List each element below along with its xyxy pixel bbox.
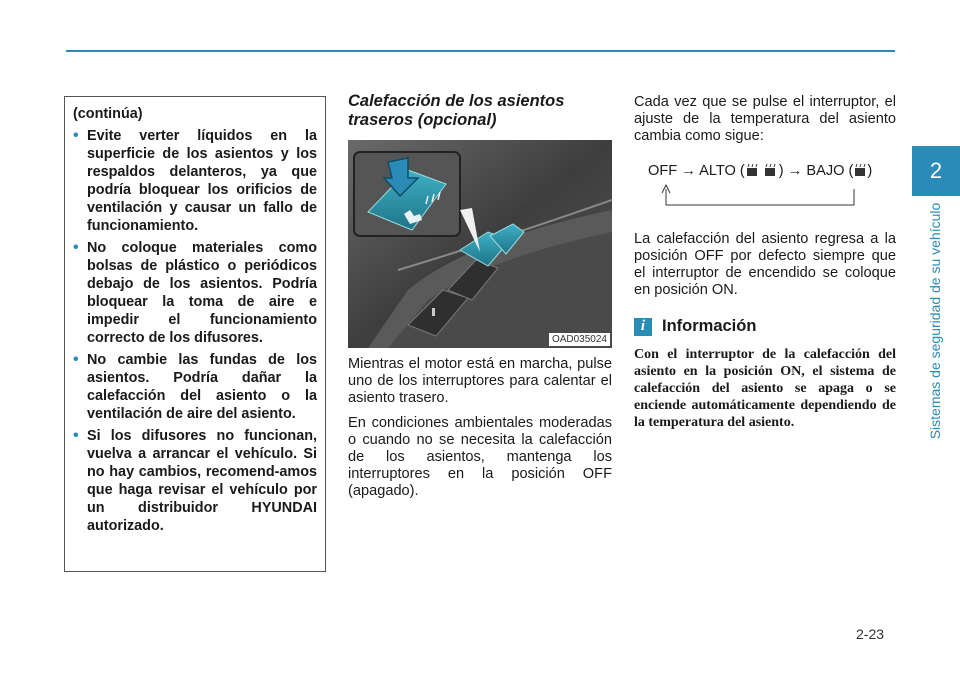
warning-item: • Evite verter líquidos en la superficie de los asientos y los respaldos delanteros, ya que podría bloquear los orificios de ventilación y causar un fallo de funcionamiento. [73,127,317,235]
header-rule [66,50,895,52]
heat-low-icon [853,164,867,178]
heat-high-icon [745,164,779,178]
chapter-title: Sistemas de seguridad de su vehículo [927,202,943,440]
chapter-number: 2 [929,158,943,183]
warning-continued: (continúa) [73,106,143,122]
info-header [634,317,896,336]
arrow: → [787,163,803,179]
switch-illustration [348,140,612,348]
seat-heater-switch-photo [348,140,612,348]
state-off: OFF [648,163,678,179]
intro-paragraph: Cada vez que se pulse el interruptor, el ajuste de la temperatura del asiento cambia como sigue: [634,94,896,144]
section-column [348,92,612,500]
heat-sequence [634,153,896,223]
section-title: Calefacción de los asientos traseros (opcional) [348,92,565,129]
paragraph: En condiciones ambientales moderadas o cuando no se necesita la calefacción de los asientos, mantenga los interruptores en la posición OFF (apagado). [348,415,612,499]
cycle-arrow [658,183,858,209]
arrow: → [681,163,696,179]
reset-paragraph: La calefacción del asiento regresa a la posición OFF por defecto siempre que el interruptor de encendido se coloque en posición ON. [634,231,896,298]
page-number: 2-23 [856,626,885,642]
paragraph: Mientras el motor está en marcha, pulse uno de los interruptores para calentar el asiento trasero. [348,356,612,406]
image-code: OAD035024 [549,333,610,346]
warning-item: • No coloque materiales como bolsas de plástico o periódicos debajo de los asientos. Podría bloquear la toma de aire e impedir el funcionamiento correcto de los difusores. [73,239,317,347]
warning-list [73,127,317,535]
right-column [634,92,896,431]
sequence-line: OFF → ALTO ( ) → BAJO ( ) [648,163,873,179]
info-title: Información [662,317,757,335]
state-bajo: BAJO [806,163,845,179]
warning-item: • No cambie las fundas de los asientos. Podría dañar la calefacción del asiento o la ventilación de aire del asiento. [73,351,317,423]
warning-item: • Si los difusores no funcionan, vuelva a arrancar el vehículo. Si no hay cambios, recomend-amos que haga revisar el vehículo por un distribuidor HYUNDAI autorizado. [73,427,317,535]
state-alto: ALTO [699,163,736,179]
chapter-tab [912,146,960,196]
info-body: Con el interruptor de la calefacción del asiento en la posición ON, el sistema de calefacción del asiento se apaga o se enciende automáticamente dependiendo de la temperatura del asiento. [634,347,896,430]
warning-box [64,96,326,572]
info-icon: i [634,318,652,336]
